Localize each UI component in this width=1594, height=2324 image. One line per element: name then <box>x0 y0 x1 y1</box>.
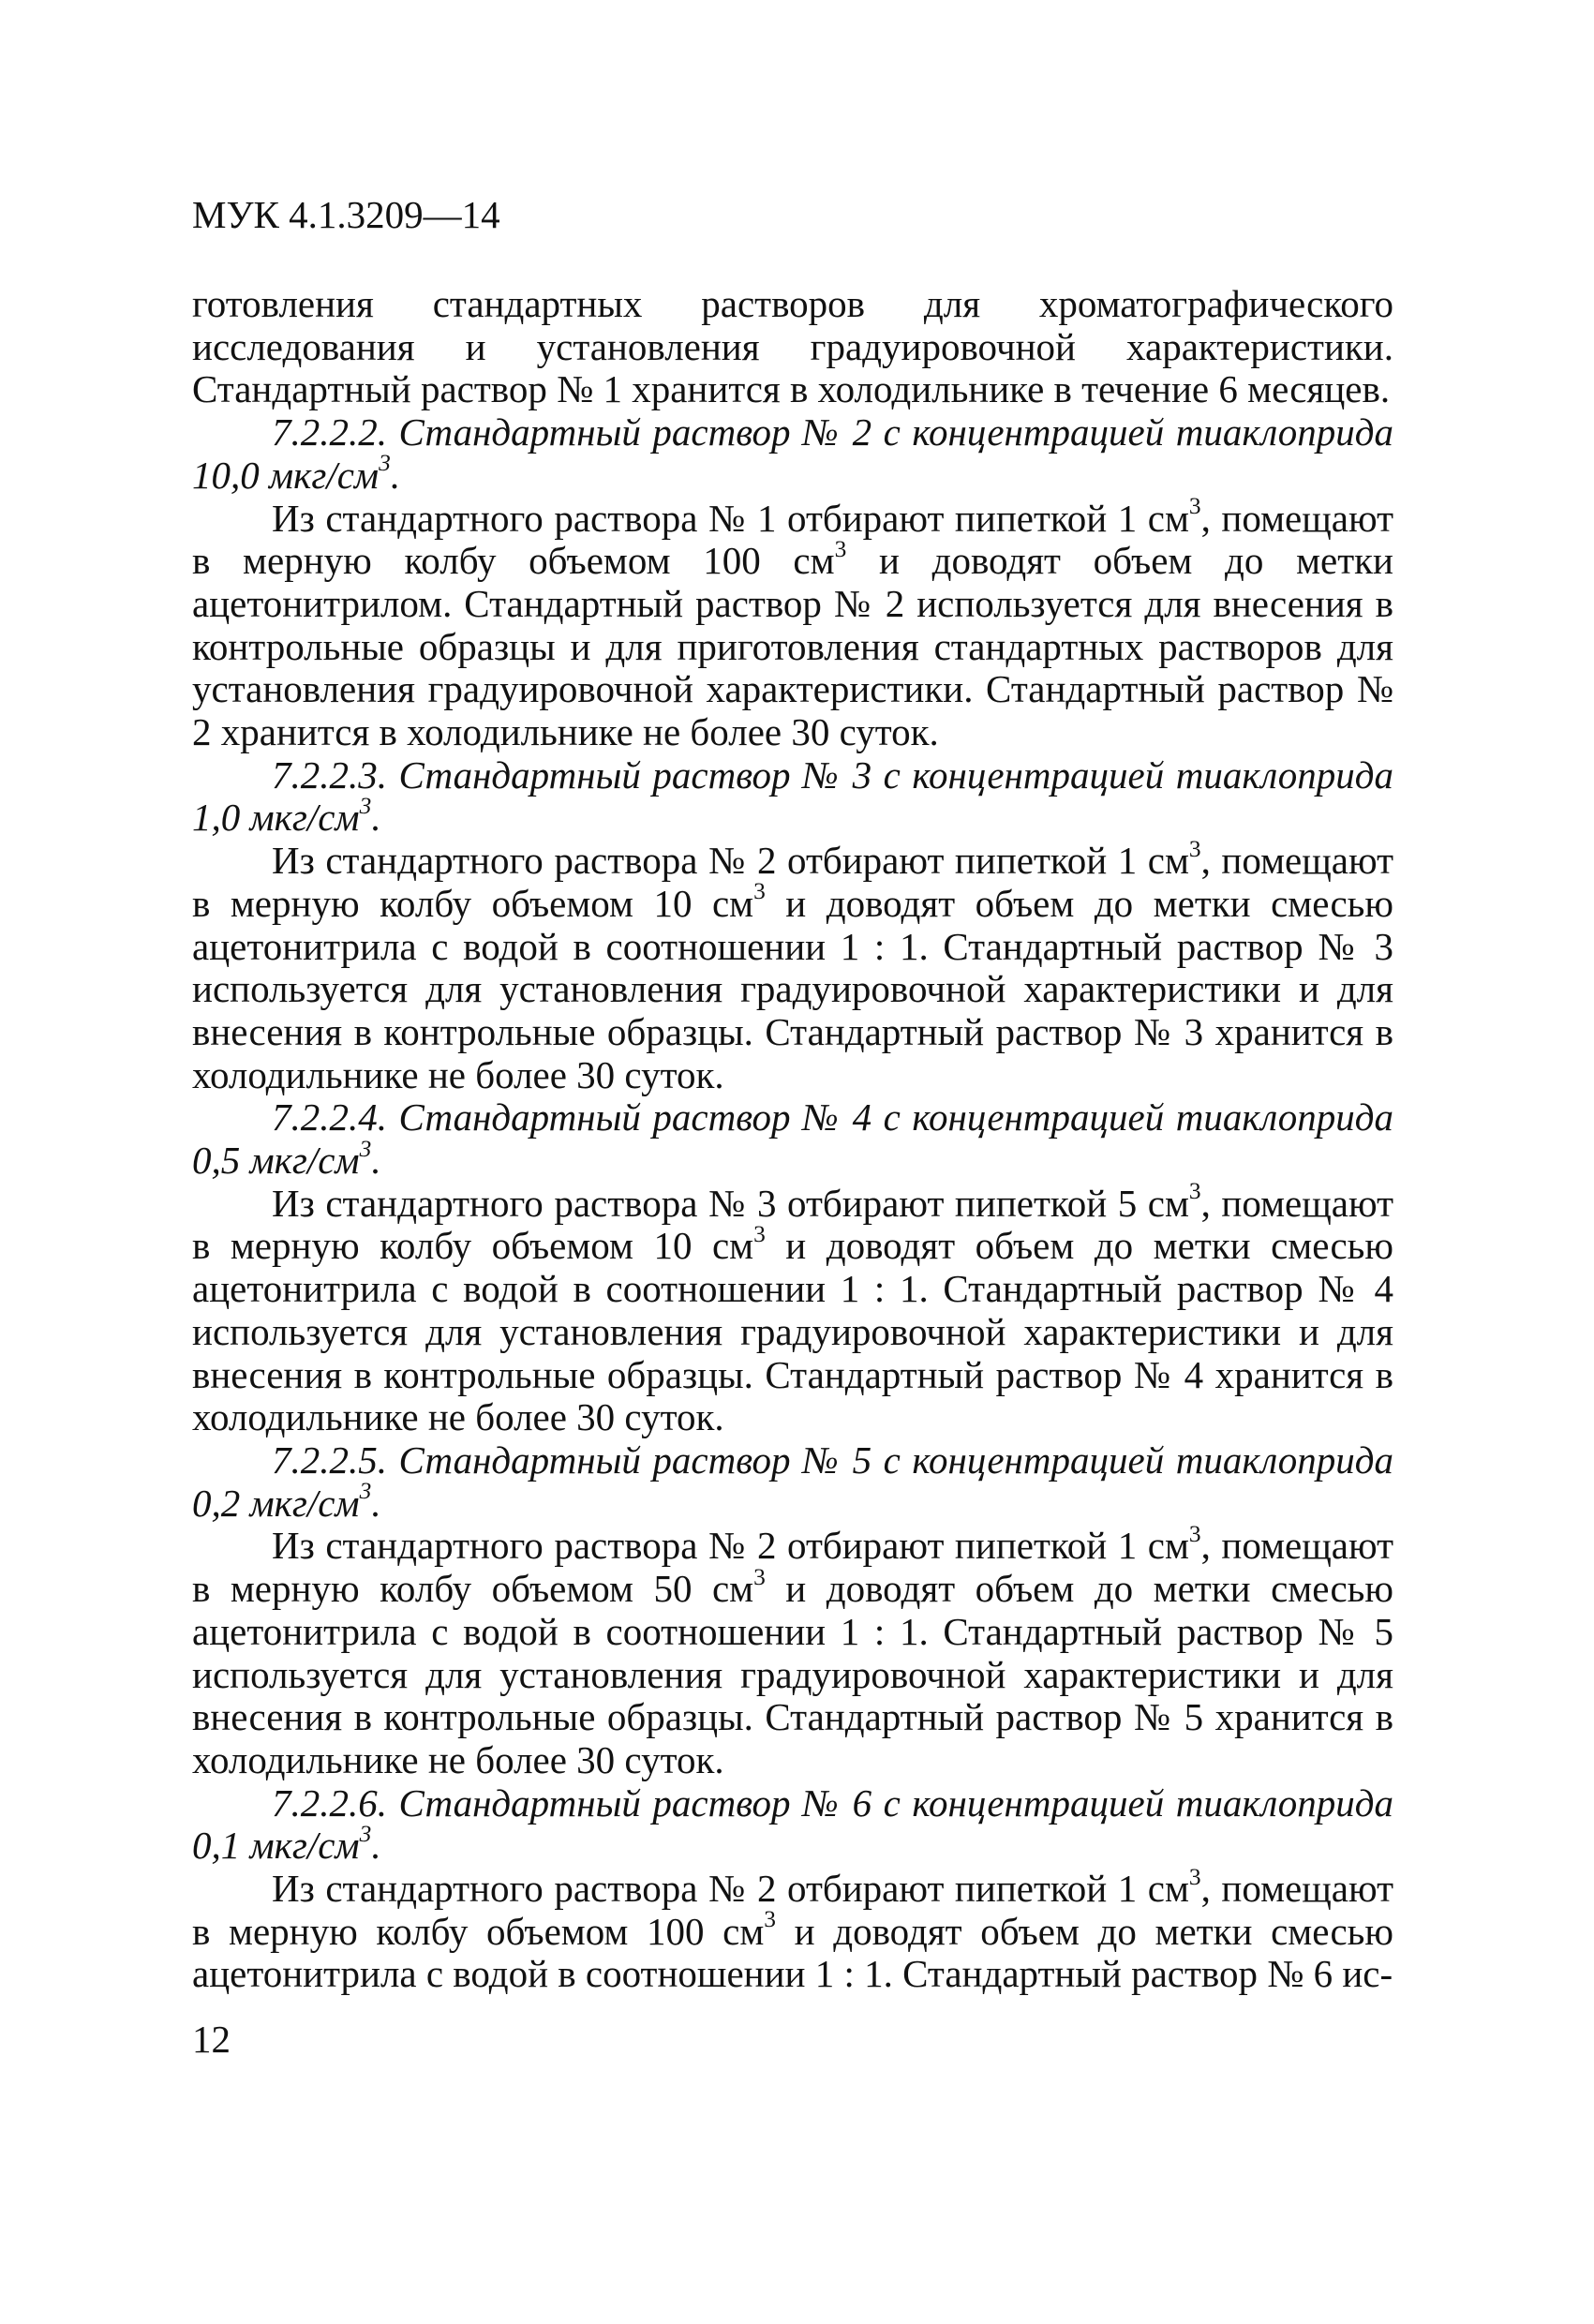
section-heading-7-2-2-2: 7.2.2.2. Стандартный раствор № 2 с концентрацией тиаклоприда 10,0 мкг/$см^3$. <box>192 410 1393 497</box>
paragraph-solution-5: Из стандартного раствора № 2 отбирают пипеткой 1 $см^3$, помещают в мерную колбу объемом 50 $см^3$ и доводят объем до метки смесью ацетонитрила с водой в соотношении 1 : 1. Стандартный раствор № 5 используется для установления градуировочной характеристики и для внесения в контрольные образцы. Стандартный раствор № 5 хранится в холодильнике не более 30 суток. <box>192 1520 1393 1781</box>
paragraph-solution-4: Из стандартного раствора № 3 отбирают пипеткой 5 $см^3$, помещают в мерную колбу объемом 10 $см^3$ и доводят объем до метки смесью ацетонитрила с водой в соотношении 1 : 1. Стандартный раствор № 4 используется для установления градуировочной характеристики и для внесения в контрольные образцы. Стандартный раствор № 4 хранится в холодильнике не более 30 суток. <box>192 1178 1393 1439</box>
section-heading-7-2-2-4: 7.2.2.4. Стандартный раствор № 4 с концентрацией тиаклоприда 0,5 мкг/$см^3$. <box>192 1095 1393 1183</box>
document-code-header: МУК 4.1.3209—14 <box>192 193 500 236</box>
body-text <box>192 283 1393 1996</box>
paragraph-continuation: готовления стандартных растворов для хроматографического исследования и установления градуировочной характеристики. Стандартный раствор № 1 хранится в холодильнике в течение 6 месяцев. <box>192 282 1393 411</box>
section-heading-7-2-2-3: 7.2.2.3. Стандартный раствор № 3 с концентрацией тиаклоприда 1,0 мкг/$см^3$. <box>192 752 1393 840</box>
section-heading-7-2-2-6: 7.2.2.6. Стандартный раствор № 6 с концентрацией тиаклоприда 0,1 мкг/$см^3$. <box>192 1780 1393 1868</box>
section-heading-7-2-2-5: 7.2.2.5. Стандартный раствор № 5 с концентрацией тиаклоприда 0,2 мкг/$см^3$. <box>192 1438 1393 1525</box>
paragraph-solution-6: Из стандартного раствора № 2 отбирают пипеткой 1 $см^3$, помещают в мерную колбу объемом 100 $см^3$ и доводят объем до метки смесью ацетонитрила с водой в соотношении 1 : 1. Стандартный раствор № 6 ис- <box>192 1863 1393 1996</box>
paragraph-solution-3: Из стандартного раствора № 2 отбирают пипеткой 1 $см^3$, помещают в мерную колбу объемом 10 $см^3$ и доводят объем до метки смесью ацетонитрила с водой в соотношении 1 : 1. Стандартный раствор № 3 используется для установления градуировочной характеристики и для внесения в контрольные образцы. Стандартный раствор № 3 хранится в холодильнике не более 30 суток. <box>192 835 1393 1096</box>
page-number: 12 <box>192 2018 231 2061</box>
paragraph-solution-2: Из стандартного раствора № 1 отбирают пипеткой 1 $см^3$, помещают в мерную колбу объемом 100 $см^3$ и доводят объем до метки ацетонитрилом. Стандартный раствор № 2 используется для внесения в контрольные образцы и для приготовления стандартных растворов для установления градуировочной характеристики. Стандартный раствор № 2 хранится в холодильнике не более 30 суток. <box>192 493 1393 754</box>
